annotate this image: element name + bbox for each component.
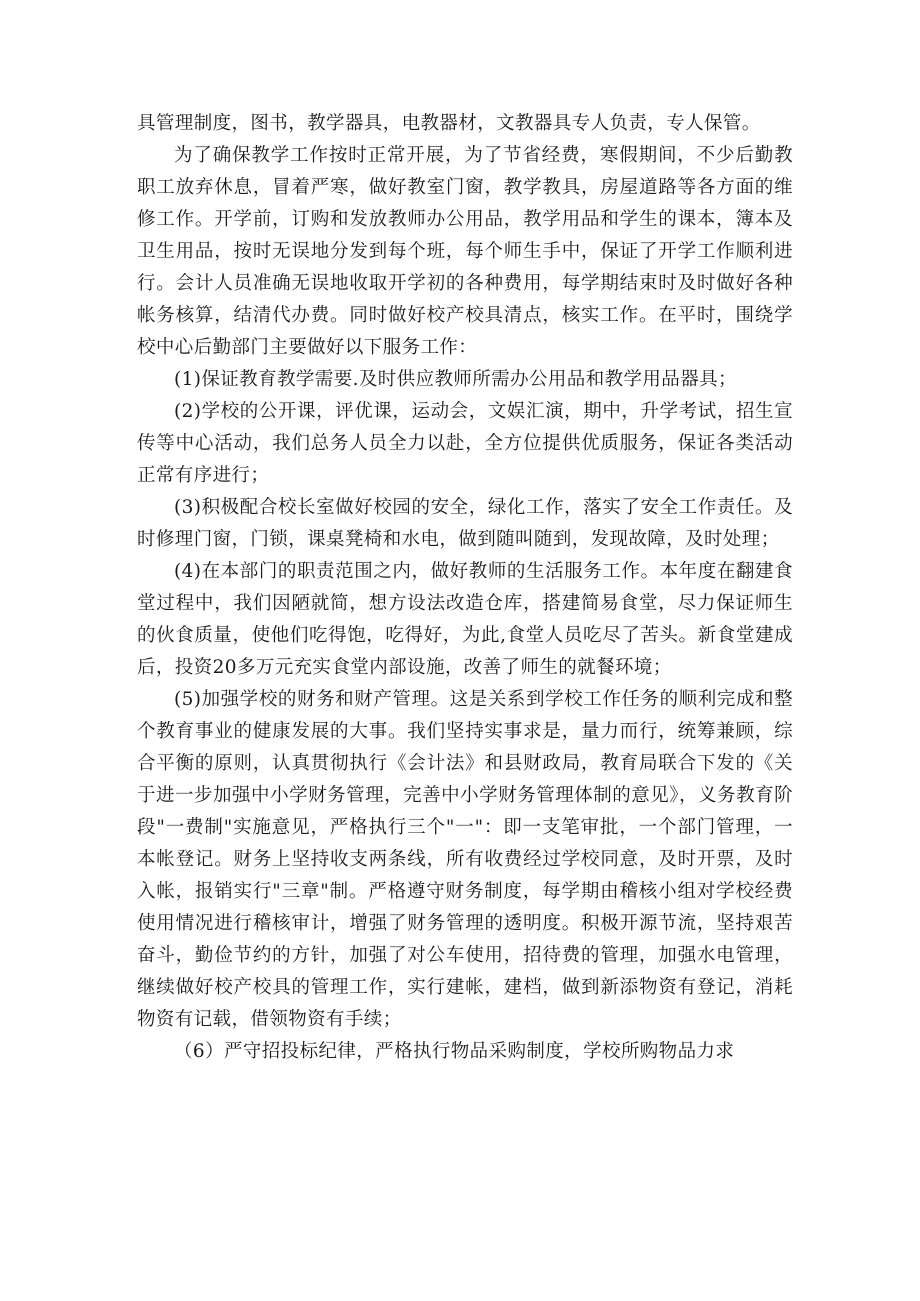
paragraph-intro: 为了确保教学工作按时正常开展，为了节省经费，寒假期间，不少后勤教职工放弃休息，冒着严寒，做好教室门窗，教学教具，房屋道路等各方面的维修工作。开学前，订购和发放教师办公用品，教学用品和学生的课本，簿本及卫生用品，按时无误地分发到每个班，每个师生手中，保证了开学工作顺利进行。会计人员准确无误地收取开学初的各种费用，每学期结束时及时做好各种帐务核算，结清代办费。同时做好校产校具清点，核实工作。在平时，围绕学校中心后勤部门主要做好以下服务工作： (137, 145, 793, 358)
list-item-2: (2)学校的公开课，评优课，运动会，文娱汇演，期中，升学考试，招生宣传等中心活动，我们总务人员全力以赴，全方位提供优质服务，保证各类活动正常有序进行； (137, 401, 793, 486)
list-item-1: (1)保证教育教学需要.及时供应教师所需办公用品和教学用品器具； (174, 369, 737, 390)
list-item-5: (5)加强学校的财务和财产管理。这是关系到学校工作任务的顺利完成和整个教育事业的健康发展的大事。我们坚持实事求是，量力而行，统筹兼顾，综合平衡的原则，认真贯彻执行《会计法》和县财政局，教育局联合下发的《关于进一步加强中小学财务管理，完善中小学财务管理体制的意见》，义务教育阶段"一费制"实施意见，严格执行三个"一"：即一支笔审批，一个部门管理，一本帐登记。财务上坚持收支两条线，所有收费经过学校同意，及时开票，及时入帐，报销实行"三章"制。严格遵守财务制度，每学期由稽核小组对学校经费使用情况进行稽核审计，增强了财务管理的透明度。积极开源节流，坚持艰苦奋斗，勤俭节约的方针，加强了对公车使用，招待费的管理，加强水电管理，继续做好校产校具的管理工作，实行建帐，建档，做到新添物资有登记，消耗物资有记载，借领物资有手续； (137, 689, 793, 1030)
list-item-4: (4)在本部门的职责范围之内，做好教师的生活服务工作。本年度在翻建食堂过程中，我们因陋就简，想方设法改造仓库，搭建简易食堂，尽力保证师生的伙食质量，使他们吃得饱，吃得好，为此,食堂人员吃尽了苦头。新食堂建成后，投资20多万元充实食堂内部设施，改善了师生的就餐环境； (137, 561, 793, 678)
paragraph-continuation: 具管理制度，图书，教学器具，电教器材，文教器具专人负责，专人保管。 (137, 113, 761, 134)
document-body (137, 108, 793, 1068)
list-item-3: (3)积极配合校长室做好校园的安全，绿化工作，落实了安全工作责任。及时修理门窗，门锁，课桌凳椅和水电，做到随叫随到，发现故障，及时处理； (137, 497, 793, 550)
list-item-6: （6）严守招投标纪律，严格执行物品采购制度，学校所购物品力求 (174, 1041, 735, 1062)
